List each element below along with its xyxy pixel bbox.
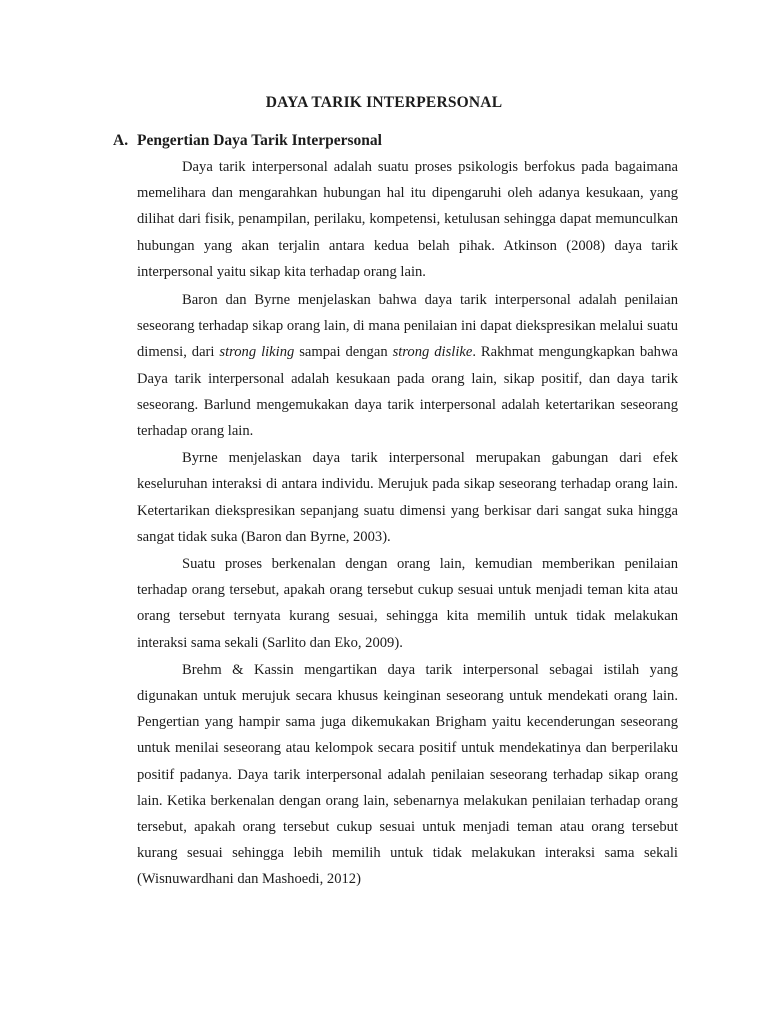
italic-term-strong-dislike: strong dislike (392, 344, 473, 361)
paragraph-2-part-3: . Rakhmat mengungkapkan bahwa Daya tarik interpersonal adalah kesukaan pada orang lain, sikap positif, dan daya tarik seseorang. Barlund mengemukakan daya tarik interpersonal adalah ketertarikan seseorang terhadap orang lain. (137, 344, 678, 440)
paragraph-3: Byrne menjelaskan daya tarik interpersonal merupakan gabungan dari efek keseluruhan interaksi di antara individu. Merujuk pada sikap seseorang terhadap orang lain. Ketertarikan diekspresikan sepanjang suatu dimensi yang berkisar dari sangat suka hingga sangat tidak suka (Baron dan Byrne, 2003). (137, 450, 678, 545)
italic-term-strong-liking: strong liking (219, 344, 295, 361)
paragraph-1: Daya tarik interpersonal adalah suatu proses psikologis berfokus pada bagaimana memelihara dan mengarahkan hubungan hal itu dipengaruhi oleh adanya kesukaan, yang dilihat dari fisik, penampilan, perilaku, kompetensi, ketulusan sehingga dapat memunculkan hubungan yang akan terjalin antara kedua belah pihak. Atkinson (2008) daya tarik interpersonal yaitu sikap kita terhadap orang lain. (137, 159, 678, 280)
paragraph-2-part-2: sampai dengan (294, 344, 393, 361)
document-body (137, 154, 678, 893)
section-heading (113, 131, 382, 151)
section-heading-text: Pengertian Daya Tarik Interpersonal (137, 132, 382, 149)
paragraph-5: Brehm & Kassin mengartikan daya tarik interpersonal sebagai istilah yang digunakan untuk merujuk secara khusus keinginan seseorang untuk mendekati orang lain. Pengertian yang hampir sama juga dikemukakan Brigham yaitu kecenderungan seseorang untuk menilai seseorang atau kelompok secara positif untuk mendekatinya dan berperilaku positif padanya. Daya tarik interpersonal adalah penilaian seseorang terhadap sikap orang lain. Ketika berkenalan dengan orang lain, sebenarnya melakukan penilaian terhadap orang tersebut, apakah orang tersebut cukup sesuai untuk menjadi teman atau orang tersebut kurang sesuai sehingga lebih memilih untuk tidak melakukan interaksi sama sekali (Wisnuwardhani dan Mashoedi, 2012) (137, 661, 678, 888)
document-title: DAYA TARIK INTERPERSONAL (265, 94, 503, 111)
section-letter: A. (113, 132, 129, 149)
paragraph-4: Suatu proses berkenalan dengan orang lain, kemudian memberikan penilaian terhadap orang tersebut, apakah orang tersebut cukup sesuai untuk menjadi teman kita atau orang tersebut ternyata kurang sesuai, sehingga kita memilih untuk tidak melakukan interaksi sama sekali (Sarlito dan Eko, 2009). (137, 556, 678, 651)
paragraph-2-part-1: Baron dan Byrne menjelaskan bahwa daya tarik interpersonal adalah penilaian seseorang terhadap sikap orang lain, di mana penilaian ini dapat diekspresikan melalui suatu dimensi, dari (137, 292, 678, 361)
paragraph-2 (137, 287, 678, 444)
